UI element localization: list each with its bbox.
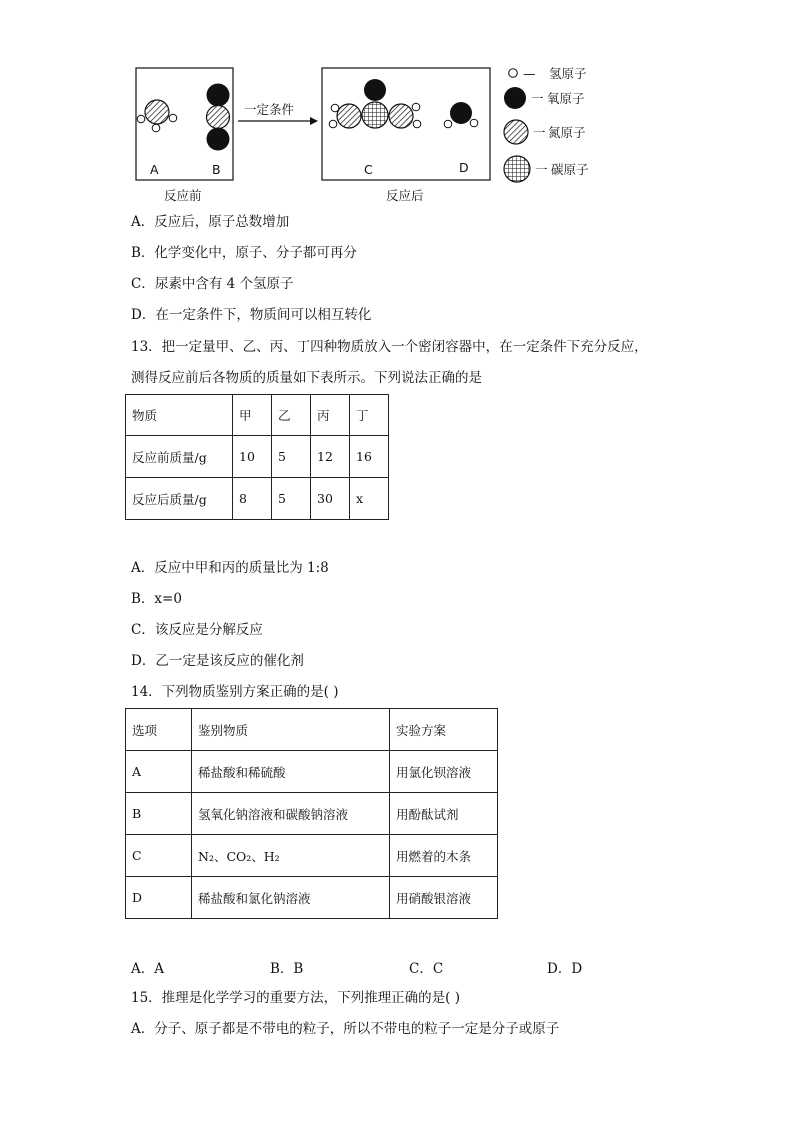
q13-table (125, 394, 389, 520)
label-d: D (459, 160, 469, 175)
after-caption: 反应后 (386, 188, 424, 203)
table-cell: 用硝酸银溶液 (390, 877, 498, 919)
table-cell: D (126, 877, 192, 919)
molecule-c (329, 79, 421, 128)
table-cell: B (126, 793, 192, 835)
before-caption: 反应前 (164, 188, 202, 203)
table-row (126, 751, 498, 793)
legend-nitrogen-symbol: 一 (533, 125, 546, 140)
q12-option-a: A．反应后，原子总数增加 (131, 214, 290, 230)
table-cell: 30 (311, 478, 350, 520)
table-cell: 5 (272, 436, 311, 478)
table-row (126, 835, 498, 877)
table-row (126, 877, 498, 919)
q14-option-d: D．D (547, 961, 583, 977)
q15-option-a: A．分子、原子都是不带电的粒子，所以不带电的粒子一定是分子或原子 (131, 1021, 560, 1037)
table-cell: 选项 (126, 709, 192, 751)
q14-option-c: C．C (409, 961, 444, 977)
legend-nitrogen-icon (504, 120, 528, 144)
label-c: C (364, 162, 373, 177)
q14-stem: 14．下列物质鉴别方案正确的是( ) (131, 684, 339, 700)
q14-option-b: B．B (270, 961, 304, 977)
table-cell: 用氯化钡溶液 (390, 751, 498, 793)
table-cell: 16 (350, 436, 389, 478)
table-cell: x (350, 478, 389, 520)
table-cell: A (126, 751, 192, 793)
table-cell: 12 (311, 436, 350, 478)
table-row (126, 793, 498, 835)
reaction-arrow (238, 117, 318, 125)
q13-stem-line1: 13．把一定量甲、乙、丙、丁四种物质放入一个密闭容器中，在一定条件下充分反应， (131, 339, 648, 355)
table-row (126, 395, 389, 436)
q13-option-a: A．反应中甲和丙的质量比为 1:8 (131, 560, 329, 576)
table-cell: 甲 (233, 395, 272, 436)
legend-oxygen-symbol: 一 (531, 91, 544, 106)
q13-option-b: B．x=0 (131, 591, 182, 607)
table-cell: 用燃着的木条 (390, 835, 498, 877)
table-cell: 氢氧化钠溶液和碳酸钠溶液 (192, 793, 390, 835)
table-cell: C (126, 835, 192, 877)
table-cell: 8 (233, 478, 272, 520)
molecule-a (137, 100, 177, 132)
q15-stem: 15．推理是化学学习的重要方法，下列推理正确的是( ) (131, 990, 461, 1006)
q13-option-c: C．该反应是分解反应 (131, 622, 263, 638)
q12-option-c: C．尿素中含有 4 个氢原子 (131, 276, 294, 292)
legend-hydrogen-label: 氢原子 (549, 66, 587, 81)
label-a: A (150, 162, 159, 177)
legend (504, 66, 589, 182)
q14-option-a: A．A (131, 961, 164, 977)
q13-stem-line2: 测得反应前后各物质的质量如下表所示。下列说法正确的是 (131, 370, 482, 386)
legend-hydrogen-symbol: — (523, 66, 536, 81)
table-cell: 乙 (272, 395, 311, 436)
table-cell: 用酚酞试剂 (390, 793, 498, 835)
molecule-b (207, 84, 230, 151)
table-cell: 稀盐酸和氯化钠溶液 (192, 877, 390, 919)
q12-option-d: D．在一定条件下，物质间可以相互转化 (131, 307, 372, 323)
legend-oxygen-label: 氧原子 (547, 91, 585, 106)
table-cell: 鉴别物质 (192, 709, 390, 751)
table-cell: 丁 (350, 395, 389, 436)
legend-carbon-label: 碳原子 (551, 162, 589, 177)
legend-carbon-icon (504, 156, 530, 182)
table-cell: 稀盐酸和稀硫酸 (192, 751, 390, 793)
table-cell: 反应前质量/g (126, 436, 233, 478)
q13-option-d: D．乙一定是该反应的催化剂 (131, 653, 304, 669)
molecule-d (444, 102, 478, 128)
table-row (126, 709, 498, 751)
legend-hydrogen-icon (509, 69, 518, 78)
q14-table (125, 708, 498, 919)
q12-option-b: B．化学变化中，原子、分子都可再分 (131, 245, 357, 261)
table-cell: N₂、CO₂、H₂ (192, 835, 390, 877)
legend-carbon-symbol: 一 (535, 162, 548, 177)
label-b: B (212, 162, 221, 177)
table-cell: 10 (233, 436, 272, 478)
reaction-diagram (0, 0, 794, 210)
table-cell: 实验方案 (390, 709, 498, 751)
legend-nitrogen-label: 氮原子 (548, 125, 586, 140)
table-cell: 反应后质量/g (126, 478, 233, 520)
table-row (126, 436, 389, 478)
table-row (126, 478, 389, 520)
arrow-label: 一定条件 (244, 102, 295, 117)
table-cell: 物质 (126, 395, 233, 436)
legend-oxygen-icon (504, 87, 526, 109)
table-cell: 5 (272, 478, 311, 520)
table-cell: 丙 (311, 395, 350, 436)
